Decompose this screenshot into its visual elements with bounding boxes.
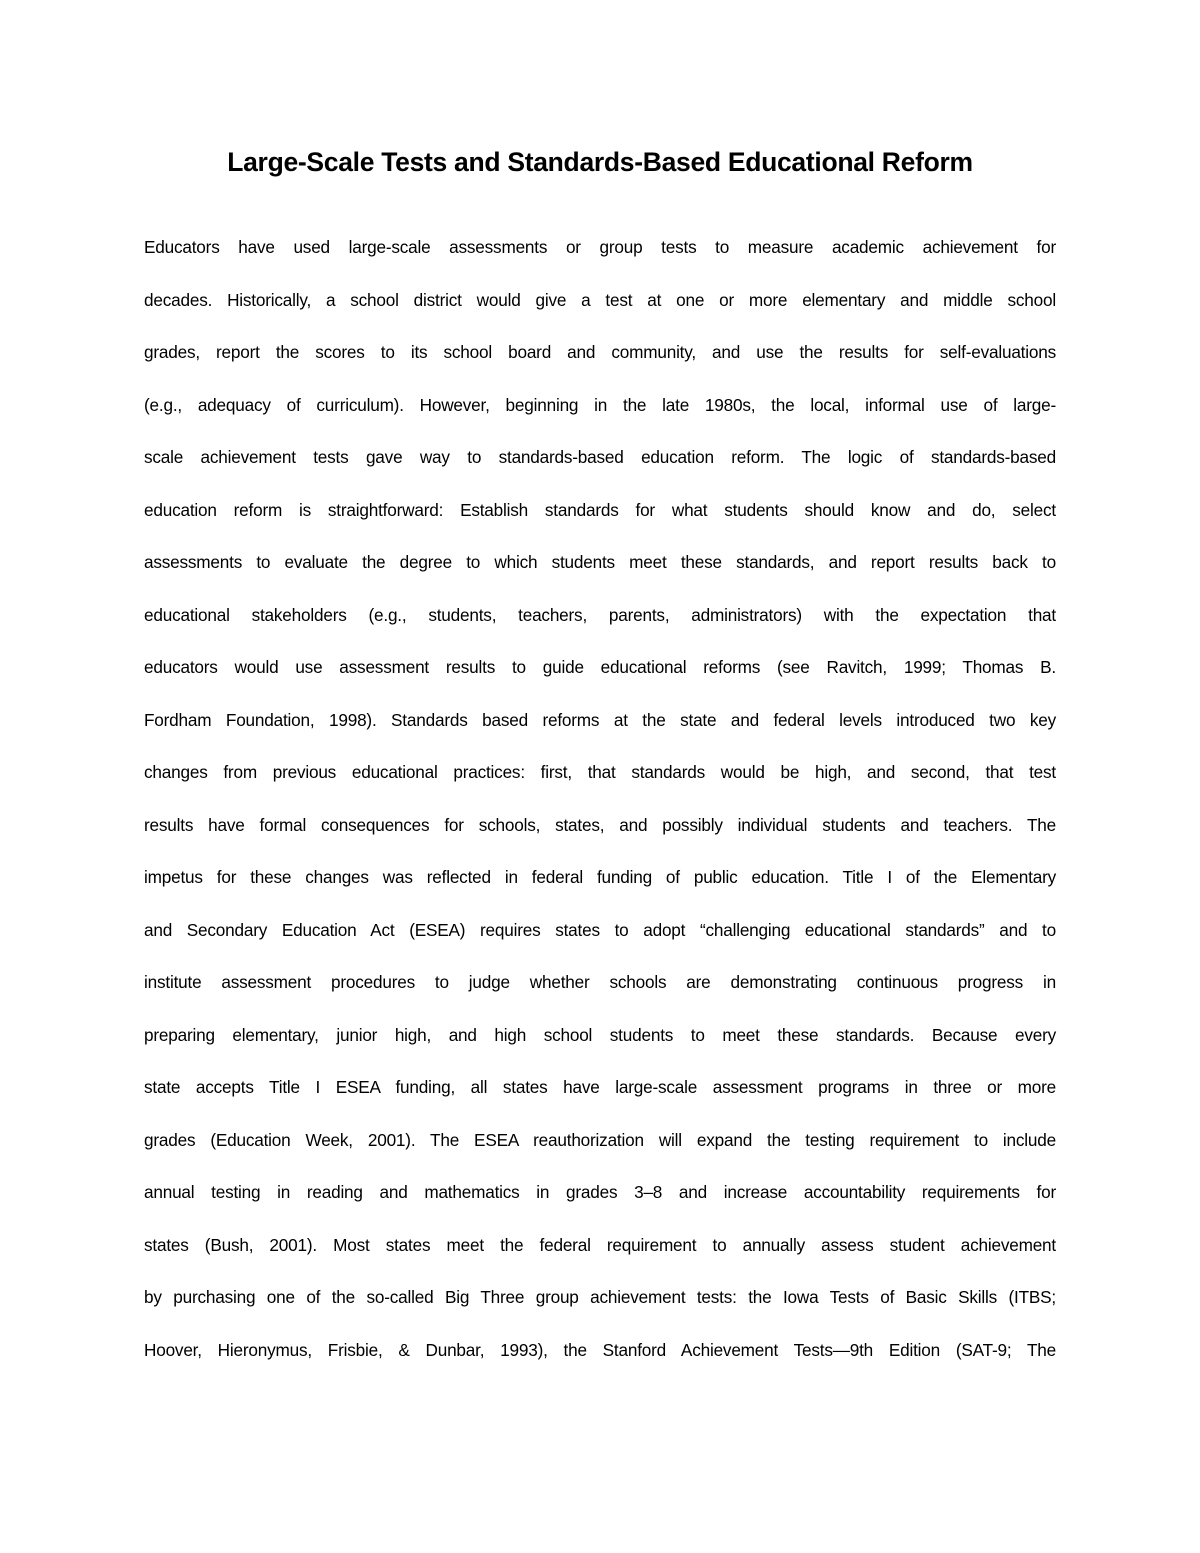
paragraph-line: educational stakeholders (e.g., students, teachers, parents, administrators) with the expectation that (144, 604, 1056, 625)
paragraph-line: (e.g., adequacy of curriculum). However, beginning in the late 1980s, the local, informal use of large- (144, 394, 1056, 415)
paragraph-line: grades (Education Week, 2001). The ESEA reauthorization will expand the testing requirement to include (144, 1129, 1056, 1150)
paragraph-line: Fordham Foundation, 1998). Standards based reforms at the state and federal levels introduced two key (144, 709, 1056, 730)
paragraph-line: decades. Historically, a school district would give a test at one or more elementary and middle school (144, 289, 1056, 310)
paragraph-line: annual testing in reading and mathematics in grades 3–8 and increase accountability requirements for (144, 1182, 1056, 1202)
paragraph-line: educators would use assessment results to guide educational reforms (see Ravitch, 1999; Thomas B. (144, 657, 1056, 677)
paragraph-line: impetus for these changes was reflected in federal funding of public education. Title I of the Elementary (144, 867, 1056, 887)
paragraph-line: state accepts Title I ESEA funding, all states have large-scale assessment programs in three or more (144, 1077, 1056, 1097)
document-title: Large-Scale Tests and Standards-Based Educational Reform (227, 147, 973, 177)
paragraph-line: assessments to evaluate the degree to which students meet these standards, and report results back to (144, 552, 1056, 572)
paragraph-line: states (Bush, 2001). Most states meet the federal requirement to annually assess student achievement (144, 1234, 1056, 1255)
paragraph-line: grades, report the scores to its school board and community, and use the results for self-evaluations (144, 342, 1056, 362)
paragraph-line: Hoover, Hieronymus, Frisbie, & Dunbar, 1993), the Stanford Achievement Tests—9th Edition (SAT-9; The (144, 1339, 1056, 1360)
paragraph-line: institute assessment procedures to judge whether schools are demonstrating continuous progress in (144, 972, 1056, 992)
paragraph-line: preparing elementary, junior high, and high school students to meet these standards. Because every (144, 1024, 1056, 1045)
body-paragraph (144, 221, 1056, 1376)
paragraph-line: education reform is straightforward: Establish standards for what students should know and do, select (144, 499, 1056, 520)
paragraph-line: by purchasing one of the so-called Big Three group achievement tests: the Iowa Tests of Basic Skills (ITBS; (144, 1287, 1056, 1307)
paragraph-line: changes from previous educational practices: first, that standards would be high, and second, that test (144, 762, 1056, 782)
paragraph-line: and Secondary Education Act (ESEA) requires states to adopt “challenging educational standards” and to (144, 919, 1056, 940)
paragraph-line: Educators have used large-scale assessments or group tests to measure academic achievement for (144, 237, 1056, 257)
paragraph-line: scale achievement tests gave way to standards-based education reform. The logic of standards-based (144, 447, 1056, 467)
paragraph-line: results have formal consequences for schools, states, and possibly individual students and teachers. The (144, 814, 1056, 835)
